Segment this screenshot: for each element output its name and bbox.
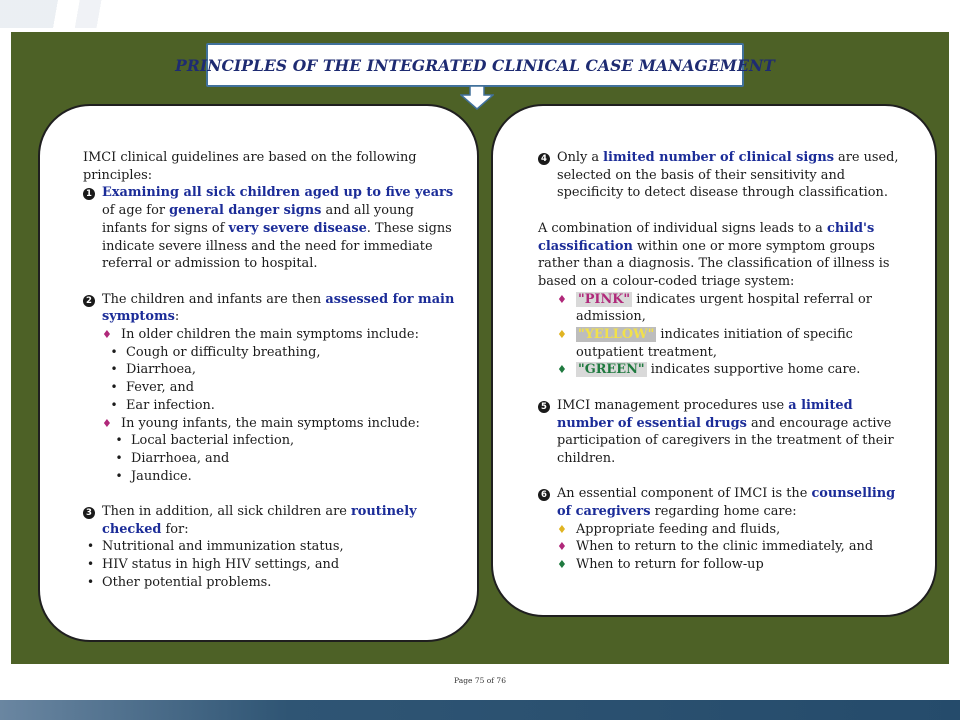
- diamond-icon: ♦: [557, 328, 567, 342]
- p1-text-f: . These signs indicate severe illness and the need for immediate referral or admission to hospital.: [102, 220, 452, 272]
- number-1-icon: 1: [83, 188, 95, 200]
- combo-text-c: within one or more symptom groups rather than a diagnosis. The classification of illness is based on a colour-coded triage system:: [538, 238, 890, 289]
- p4-text-a: Only a: [557, 150, 604, 165]
- pink-tag: "PINK": [578, 291, 631, 307]
- list-item: • Diarrhoea,: [102, 361, 455, 379]
- p1-emph-c: general danger signs: [169, 203, 322, 219]
- bullet-icon: •: [110, 344, 118, 359]
- p4-text-c: are used, selected on the basis of their sensitivity and specificity to detect disease through classification.: [557, 150, 899, 201]
- number-5-icon: 5: [538, 401, 550, 413]
- p5-text-c: and encourage active participation of caregivers in the treatment of their children.: [557, 415, 894, 466]
- p6-text-c: regarding home care:: [650, 504, 797, 520]
- list-item: • Nutritional and immunization status,: [83, 538, 455, 556]
- list-item: ♦ Appropriate feeding and fluids,: [557, 521, 781, 537]
- young-infants-item: [102, 415, 455, 433]
- p1-text-b: of age for: [102, 203, 170, 219]
- bullet-icon: •: [110, 380, 118, 395]
- list-item: • Fever, and: [102, 379, 455, 397]
- bullet-icon: •: [110, 362, 118, 377]
- p1-emph-a: Examining all sick children aged up to five years: [102, 185, 454, 201]
- right-content: [538, 149, 910, 574]
- p2-emph-b: assessed for main symptoms: [102, 291, 455, 325]
- bullet-icon: •: [115, 450, 123, 465]
- list-item: ♦ When to return to the clinic immediately, and: [557, 539, 874, 555]
- yellow-tag: "YELLOW": [578, 327, 655, 343]
- p3-emph-b: routinely checked: [102, 504, 417, 537]
- number-4-icon: 4: [538, 153, 550, 165]
- p5-emph-b: a limited number of essential drugs: [557, 397, 853, 431]
- p3-text-c: for:: [161, 521, 189, 537]
- p3-text-a: Then in addition, all sick children are: [102, 504, 352, 520]
- page-number: Page 75 of 76: [454, 676, 506, 685]
- down-arrow-icon: [460, 86, 494, 110]
- number-2-icon: 2: [83, 295, 95, 307]
- list-item: • Jaundice.: [107, 468, 455, 486]
- p1-emph-e: very severe disease: [228, 220, 367, 236]
- triage-green: ♦ "GREEN" indicates supportive home care.: [557, 362, 861, 378]
- diamond-icon: ♦: [557, 558, 567, 572]
- list-item: • Local bacterial infection,: [107, 432, 455, 450]
- bullet-icon: •: [87, 539, 95, 554]
- intro-text: IMCI clinical guidelines are based on the following principles:: [83, 150, 417, 183]
- title-box: [175, 43, 775, 87]
- p5-text-a: IMCI management procedures use: [557, 397, 789, 413]
- list-item: • Cough or difficulty breathing,: [102, 344, 455, 362]
- older-children-item: [102, 326, 455, 344]
- p1-text-d: and all young infants for signs of: [102, 203, 414, 236]
- older-intro: In older children the main symptoms include:: [121, 327, 419, 343]
- diamond-icon: ♦: [557, 292, 567, 306]
- list-item: • Other potential problems.: [83, 574, 455, 592]
- combo-text-a: A combination of individual signs leads to a: [538, 220, 827, 236]
- diamond-icon: ♦: [557, 522, 567, 536]
- bullet-icon: •: [115, 433, 123, 448]
- list-item: • HIV status in high HIV settings, and: [83, 556, 455, 574]
- footer-bar: [0, 700, 960, 720]
- diamond-icon: ♦: [102, 328, 112, 342]
- infant-intro: In young infants, the main symptoms include:: [121, 415, 420, 431]
- number-3-icon: 3: [83, 507, 95, 519]
- combination-paragraph: [538, 220, 910, 291]
- p2-text-a: The children and infants are then: [102, 291, 326, 307]
- triage-pink: ♦ "PINK" indicates urgent hospital referral or admission,: [557, 291, 872, 325]
- corner-decoration: [0, 0, 140, 28]
- diamond-icon: ♦: [557, 363, 567, 377]
- bullet-icon: •: [87, 574, 95, 589]
- number-6-icon: 6: [538, 489, 550, 501]
- principle-4: [538, 149, 910, 202]
- green-tag: "GREEN": [578, 362, 645, 378]
- bullet-icon: •: [115, 468, 123, 483]
- p2-text-c: :: [174, 309, 180, 325]
- p6-emph-b: counselling of caregivers: [557, 486, 896, 520]
- p4-emph-b: limited number of clinical signs: [603, 150, 834, 165]
- diamond-icon: ♦: [102, 416, 112, 430]
- principle-1: [83, 184, 455, 273]
- diamond-icon: ♦: [557, 540, 567, 554]
- triage-yellow: ♦ "YELLOW" indicates initiation of specific outpatient treatment,: [557, 327, 853, 360]
- p6-text-a: An essential component of IMCI is the: [557, 486, 812, 502]
- principle-3: [83, 503, 455, 538]
- bullet-icon: •: [87, 557, 95, 572]
- list-item: • Ear infection.: [102, 397, 455, 415]
- principle-5: [538, 397, 910, 468]
- principle-2: [83, 291, 455, 326]
- page-title: PRINCIPLES OF THE INTEGRATED CLINICAL CASE MANAGEMENT: [175, 55, 775, 75]
- bullet-icon: •: [110, 397, 118, 412]
- principle-6: [538, 485, 910, 520]
- list-item: • Diarrhoea, and: [107, 450, 455, 468]
- combo-emph-b: child's classification: [538, 220, 875, 254]
- list-item: ♦ When to return for follow-up: [557, 557, 764, 573]
- left-content: [83, 149, 455, 592]
